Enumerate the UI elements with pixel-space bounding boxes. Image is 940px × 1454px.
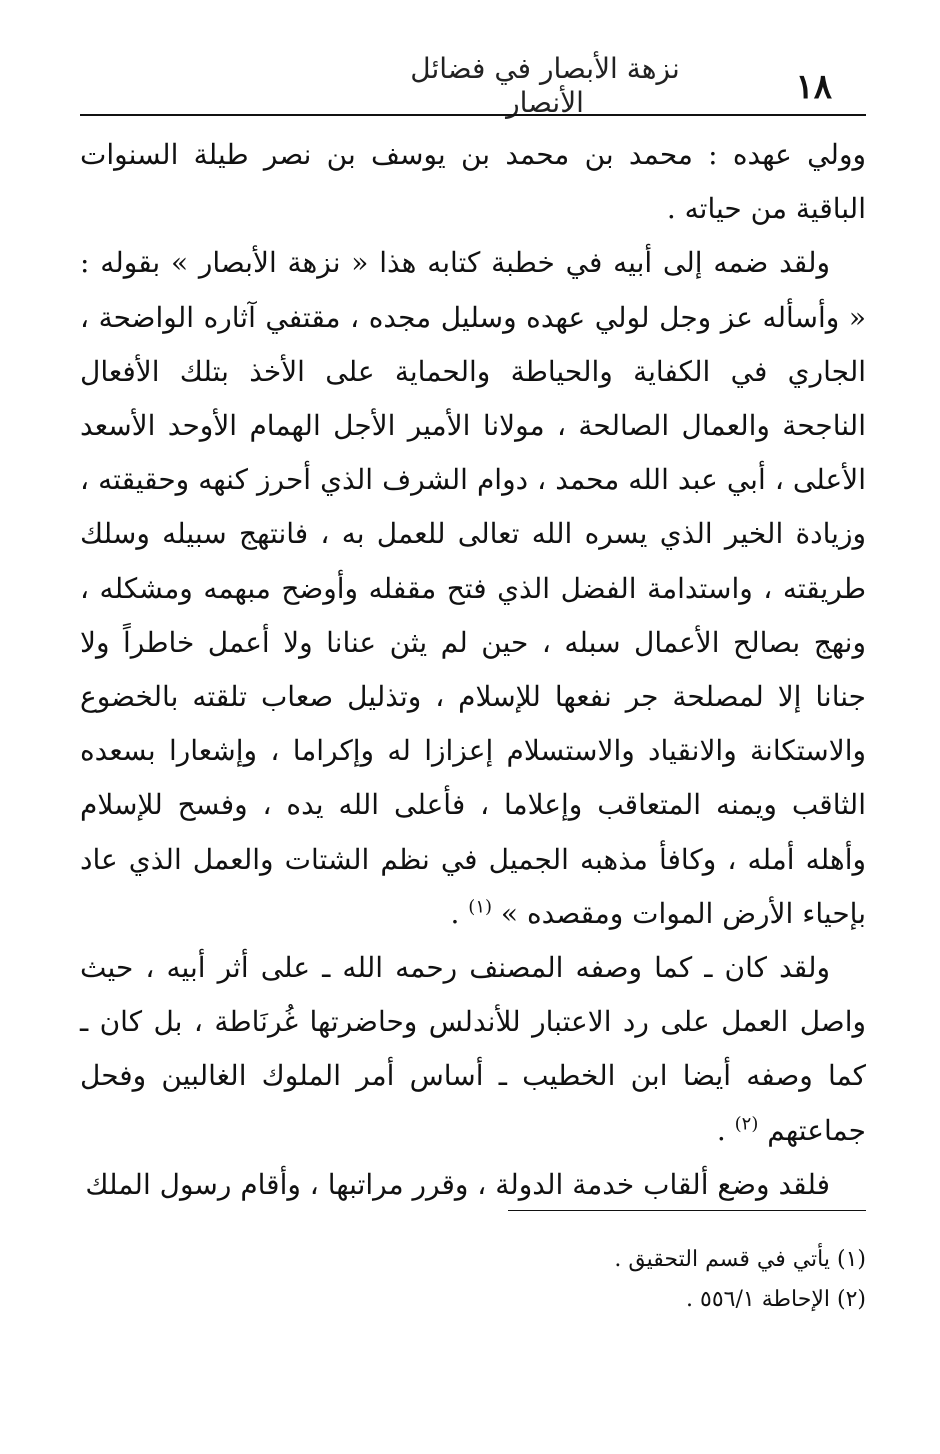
footnotes [80, 1240, 866, 1320]
page-header [80, 42, 860, 119]
paragraph-2-end: . [450, 896, 469, 930]
header-rule [80, 114, 866, 116]
paragraph-3 [80, 941, 866, 1158]
main-text [80, 128, 866, 1212]
footnote-ref-2[interactable]: (٢) [734, 1113, 759, 1135]
paragraph-4 [80, 1158, 866, 1212]
paragraph-4-text: فلقد وضع ألقاب خدمة الدولة ، وقرر مراتبها ، وأقام رسول الملك [85, 1167, 830, 1201]
footnote-ref-1[interactable]: (١) [468, 896, 493, 918]
paragraph-1-text: وولي عهده : محمد بن محمد بن يوسف بن نصر طيلة السنوات الباقية من حياته . [80, 138, 866, 226]
page-number: ١٨ [795, 67, 832, 107]
footnote-rule [508, 1210, 866, 1211]
footnote-2: (٢) الإحاطة ٥٥٦/١ . [686, 1287, 866, 1312]
paragraph-3-end: . [716, 1113, 735, 1147]
paragraph-3-text: ولقد كان ـ كما وصفه المصنف رحمه الله ـ على أثر أبيه ، حيث واصل العمل على رد الاعتبار للأندلس وحاضرتها غُرنَاطة ، بل كان ـ كما وصفه أيضا ابن الخطيب ـ أساس أمر الملوك الغالبين وفحل جماعتهم [80, 951, 866, 1147]
paragraph-2 [80, 236, 866, 941]
paragraph-1 [80, 128, 866, 236]
footnote-1: (١) يأتي في قسم التحقيق . [614, 1247, 866, 1272]
running-title: نزهة الأبصار في فضائل الأنصار [410, 52, 680, 119]
paragraph-2-text: ولقد ضمه إلى أبيه في خطبة كتابه هذا « نزهة الأبصار » بقوله : « وأسأله عز وجل لولي عهده وسليل مجده ، مقتفي آثاره الواضحة ، الجاري في الكفاية والحياطة والحماية على الأخذ بتلك الأفعال الناجحة والعمال الصالحة ، مولانا الأمير الأجل الهمام الأوحد الأسعد الأعلى ، أبي عبد الله محمد ، دوام الشرف الذي أحرز كنهه وحقيقته ، وزيادة الخير الذي يسره الله تعالى للعمل به ، فانتهج سبيله وسلك طريقته ، واستدامة الفضل الذي فتح مقفله وأوضح مبهمه ومشكله ، ونهج بصالح الأعمال سبله ، حين لم يثن عنانا ولا أعمل خاطراً ولا جنانا إلا لمصلحة جر نفعها للإسلام ، وتذليل صعاب تلقته بالخضوع والاستكانة والانقياد والاستسلام إعزازا له وإكراما ، وإشعارا بسعده الثاقب ويمنه المتعاقب وإعلاما ، فأعلى الله يده ، وفسح للإسلام وأهله أمله ، وكافأ مذهبه الجميل في نظم الشتات والعمل الذي عاد بإحياء الأرض الموات ومقصده » [80, 246, 866, 930]
